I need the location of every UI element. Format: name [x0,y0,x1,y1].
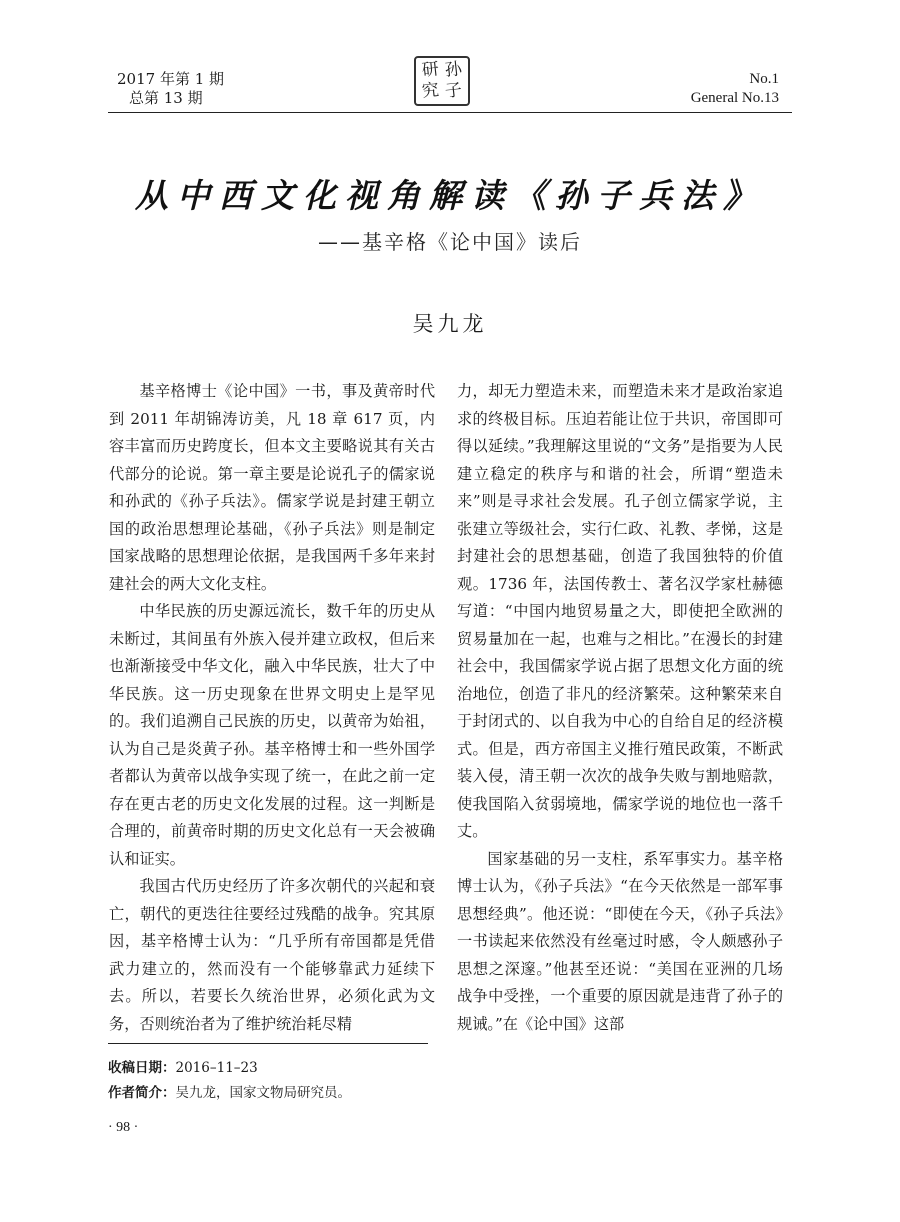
author-bio-note [108,1083,608,1103]
total-issue-number: 总第 13 期 [129,89,203,107]
paragraph: 我国古代历史经历了许多次朝代的兴起和衰亡，朝代的更迭往往要经过残酷的战争。究其原因，基辛格博士认为：“几乎所有帝国都是凭借武力建立的，然而没有一个能够靠武力延续下去。所以，若要长久统治世界，必须化武为文务，否则统治者为了维护统治耗尽精 [109,877,435,1033]
journal-issue-info [117,70,317,108]
author-bio-label: 作者简介： [108,1085,176,1101]
received-date-label: 收稿日期： [108,1060,176,1076]
paragraph: 力，却无力塑造未来，而塑造未来才是政治家追求的终极目标。压迫若能让位于共识，帝国即可得以延续。”我理解这里说的“文务”是指要为人民建立稳定的秩序与和谐的社会，所谓“塑造未来”则是寻求社会发展。孔子创立儒家学说，主张建立等级社会，实行仁政、礼教、孝悌，这是封建社会的思想基础，创造了我国独特的价值观。1736 年，法国传教士、著名汉学家杜赫德写道：“中国内地贸易量之大，即使把全欧洲的贸易量加在一起，也难与之相比。”在漫长的封建社会中，我国儒家学说占据了思想文化方面的统治地位，创造了非凡的经济繁荣。这种繁荣来自于封闭式的、以自我为中心的自给自足的经济模式。但是，西方帝国主义推行殖民政策，不断武装入侵，清王朝一次次的战争失败与割地赔款，使我国陷入贫弱境地，儒家学说的地位也一落千丈。 [457,382,783,840]
seal-char: 究 [420,80,440,102]
page-number: · 98 · [108,1120,139,1135]
general-number-english: General No.13 [690,90,779,106]
article-subtitle: ——基辛格《论中国》读后 [318,230,582,254]
issue-number-english: No.1 [749,71,779,87]
article-author: 吴九龙 [412,312,488,336]
footnote-rule [108,1043,428,1044]
seal-char: 孙 [443,59,463,81]
paragraph: 国家基础的另一支柱，系军事实力。基辛格博士认为，《孙子兵法》“在今天依然是一部军事思想经典”。他还说：“即使在今天，《孙子兵法》一书读起来依然没有丝毫过时感，令人颇感孙子思想之深邃。”他甚至还说：“美国在亚洲的几场战争中受挫，一个重要的原因就是违背了孙子的规诫。”在《论中国》这部 [457,849,783,1033]
journal-seal-logo [414,56,470,106]
paragraph: 基辛格博士《论中国》一书，事及黄帝时代到 2011 年胡锦涛访美，凡 18 章 617 页，内容丰富而历史跨度长，但本文主要略说其有关古代部分的论说。第一章主要是论说孔子的儒家说和孙武的《孙子兵法》。儒家学说是封建王朝立国的政治思想理论基础，《孙子兵法》则是制定国家战略的思想理论依据，是我国两千多年来封建社会的两大文化支柱。 [109,382,435,593]
body-column-right [457,378,783,1038]
article-title: 从中西文化视角解读《孙子兵法》 [135,176,765,215]
received-date-note [108,1058,608,1078]
author-bio-value: 吴九龙，国家文物局研究员。 [175,1085,351,1101]
journal-issue-info-english [579,70,779,108]
body-column-left [109,378,435,1038]
received-date-value: 2016–11–23 [175,1060,258,1076]
seal-char: 研 [420,59,440,81]
header-rule [108,112,792,113]
paragraph: 中华民族的历史源远流长，数千年的历史从未断过，其间虽有外族入侵并建立政权，但后来也渐渐接受中华文化，融入中华民族，壮大了中华民族。这一历史现象在世界文明史上是罕见的。我们追溯自己民族的历史，以黄帝为始祖，认为自己是炎黄子孙。基辛格博士和一些外国学者都认为黄帝以战争实现了统一，在此之前一定存在更古老的历史文化发展的过程。这一判断是合理的，前黄帝时期的历史文化总有一天会被确认和证实。 [109,602,435,868]
issue-number: 2017 年第 1 期 [117,70,225,88]
seal-char: 子 [443,80,463,102]
